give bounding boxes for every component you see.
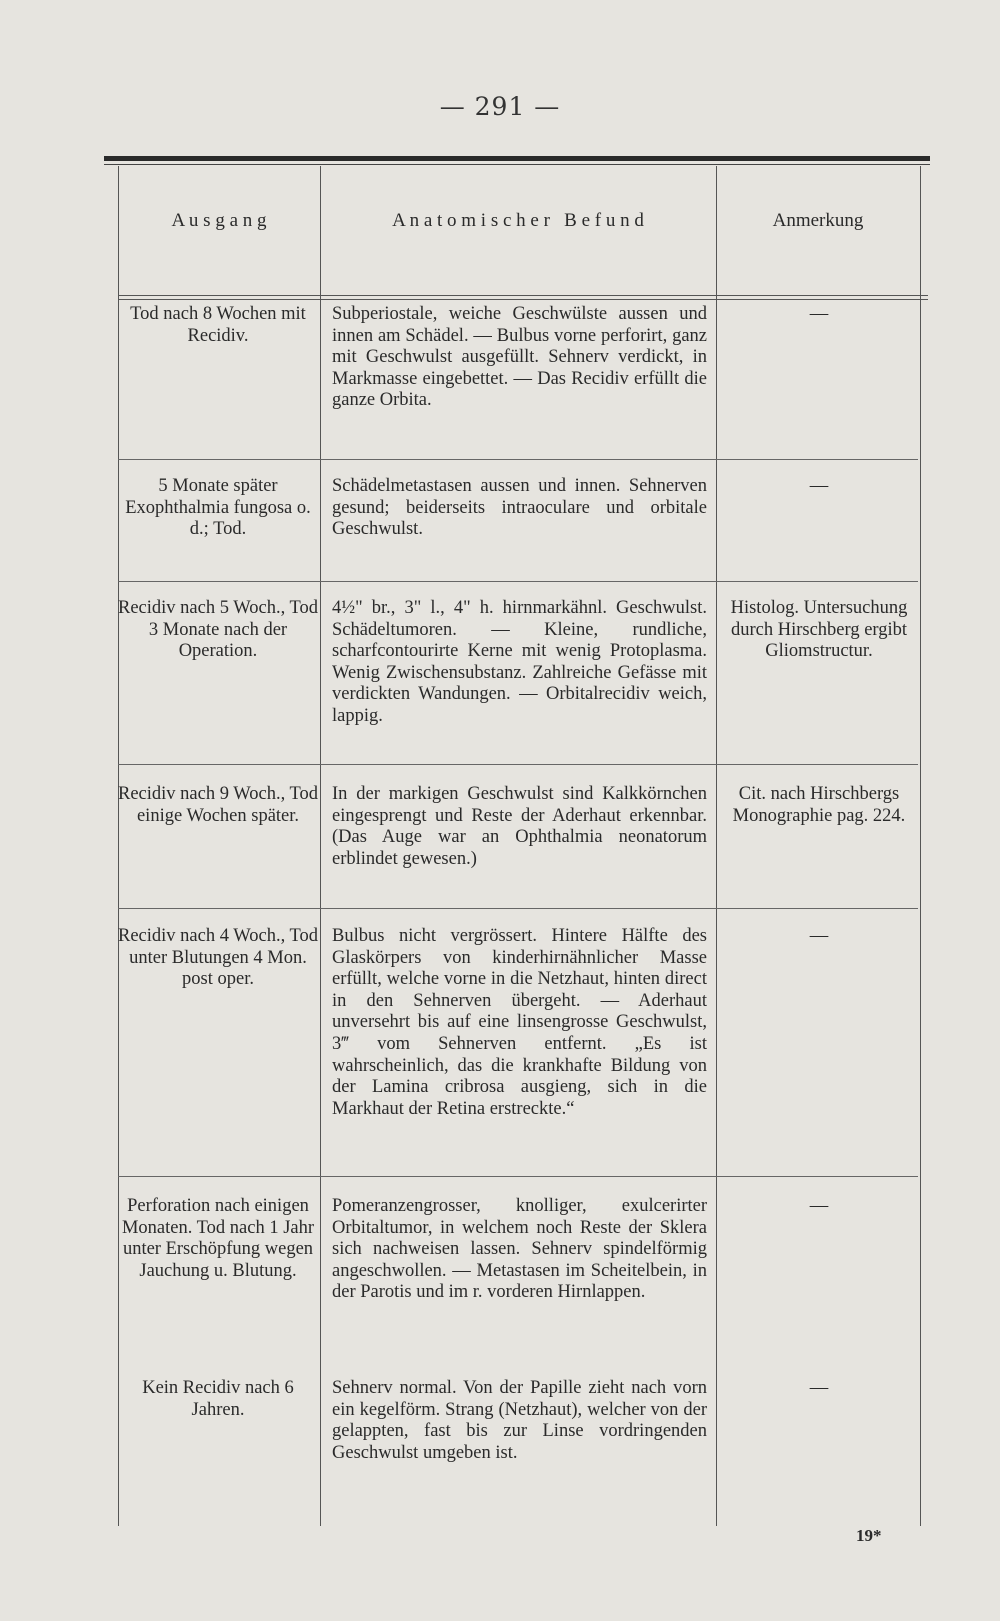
printer-signature: 19* (856, 1526, 882, 1545)
row-4-finding: In der markigen Geschwulst sind Kalkkörnchen eingesprengt und Reste der Aderhaut erkennbar. (Das Auge war an Ophthalmia neonatorum erblindet gewesen.) (332, 784, 707, 869)
row-7-finding: Sehnerv normal. Von der Papille zieht nach vorn ein kegelförm. Strang (Netzhaut), welcher von der gelappten, fast bis zur Linse vordringenden Geschwulst umgeben ist. (332, 1378, 707, 1463)
row-3-finding: 4½" br., 3" l., 4" h. hirnmarkähnl. Geschwulst. Schädeltumoren. — Kleine, rundliche, scharfcontourirte Kerne mit wenig Protoplasma. Wenig Zwischensubstanz. Zahlreiche Gefässe mit verdickten Wandungen. — Orbitalrecidiv weich, lappig. (332, 598, 707, 726)
row-separator (118, 581, 918, 582)
row-separator (118, 459, 918, 460)
row-2-note: — (809, 476, 829, 496)
row-1-outcome: Tod nach 8 Wochen mit Recidiv. (130, 304, 306, 346)
row-7-outcome: Kein Recidiv nach 6 Jahren. (142, 1378, 294, 1420)
row-4-outcome: Recidiv nach 9 Woch., Tod einige Wochen später. (118, 784, 318, 826)
table (104, 166, 930, 1526)
table-header (104, 166, 930, 296)
header-outcome: A u s g a n g (171, 210, 267, 231)
row-6-finding: Pomeranzengrosser, knolliger, exulcerirter Orbitaltumor, in welchem noch Reste der Sklera sich nachweisen lassen. Sehnerv spindelförmig angeschwollen. — Metastasen im Scheitelbein, in der Parotis und im r. vorderen Hirnlappen. (332, 1196, 707, 1303)
row-5-finding: Bulbus nicht vergrössert. Hintere Hälfte des Glaskörpers von kinderhirnähnlicher Masse erfüllt, welche vorne in die Netzhaut, hinten direct in den Sehnerven übergeht. — Aderhaut unversehrt bis auf eine linsengrosse Geschwulst, 3‴ vom Sehnerven entfernt. „Es ist wahrscheinlich, das die krankhafte Bildung von der Lamina cribrosa ausgieng, sich in die Markhaut der Retina erstreckte.“ (332, 926, 707, 1119)
page-number: — 291 — (439, 92, 561, 121)
row-3-note: Histolog. Untersuchung durch Hirschberg ergibt Gliomstructur. (730, 598, 908, 662)
row-1-note: — (809, 304, 829, 324)
row-2-finding: Schädelmetastasen aussen und innen. Sehnerven gesund; beiderseits intraoculare und orbitale Geschwulst. (332, 476, 707, 540)
row-3-outcome: Recidiv nach 5 Woch., Tod 3 Monate nach der Operation. (118, 598, 318, 662)
top-rule-thin (104, 164, 930, 165)
row-5-note: — (809, 926, 829, 946)
column-divider (320, 166, 321, 1526)
header-rule (118, 299, 928, 300)
row-7-note: — (809, 1378, 829, 1398)
column-divider (716, 166, 717, 1526)
top-rule (104, 156, 930, 161)
header-finding: A n a t o m i s c h e r B e f u n d (392, 210, 644, 231)
row-2-outcome: 5 Monate später Exophthalmia fungosa o. d.; Tod. (125, 476, 311, 540)
row-1-finding: Subperiostale, weiche Geschwülste aussen und innen am Schädel. — Bulbus vorne perforirt, ganz mit Geschwulst ausgefüllt. Sehnerv verdickt, in Markmasse eingebettet. — Das Recidiv erfüllt die ganze Orbita. (332, 304, 707, 411)
row-6-outcome: Perforation nach einigen Monaten. Tod nach 1 Jahr unter Erschöpfung wegen Jauchung u. Blutung. (121, 1196, 315, 1281)
header-rule (118, 295, 928, 296)
row-4-note: Cit. nach Hirschbergs Monographie pag. 224. (732, 784, 906, 826)
row-separator (118, 1176, 918, 1177)
column-divider (920, 166, 921, 1526)
row-separator (118, 764, 918, 765)
row-6-note: — (809, 1196, 829, 1216)
column-divider (118, 166, 119, 1526)
row-separator (118, 908, 918, 909)
header-note: Anmerkung (772, 210, 864, 231)
row-5-outcome: Recidiv nach 4 Woch., Tod unter Blutungen 4 Mon. post oper. (118, 926, 318, 990)
